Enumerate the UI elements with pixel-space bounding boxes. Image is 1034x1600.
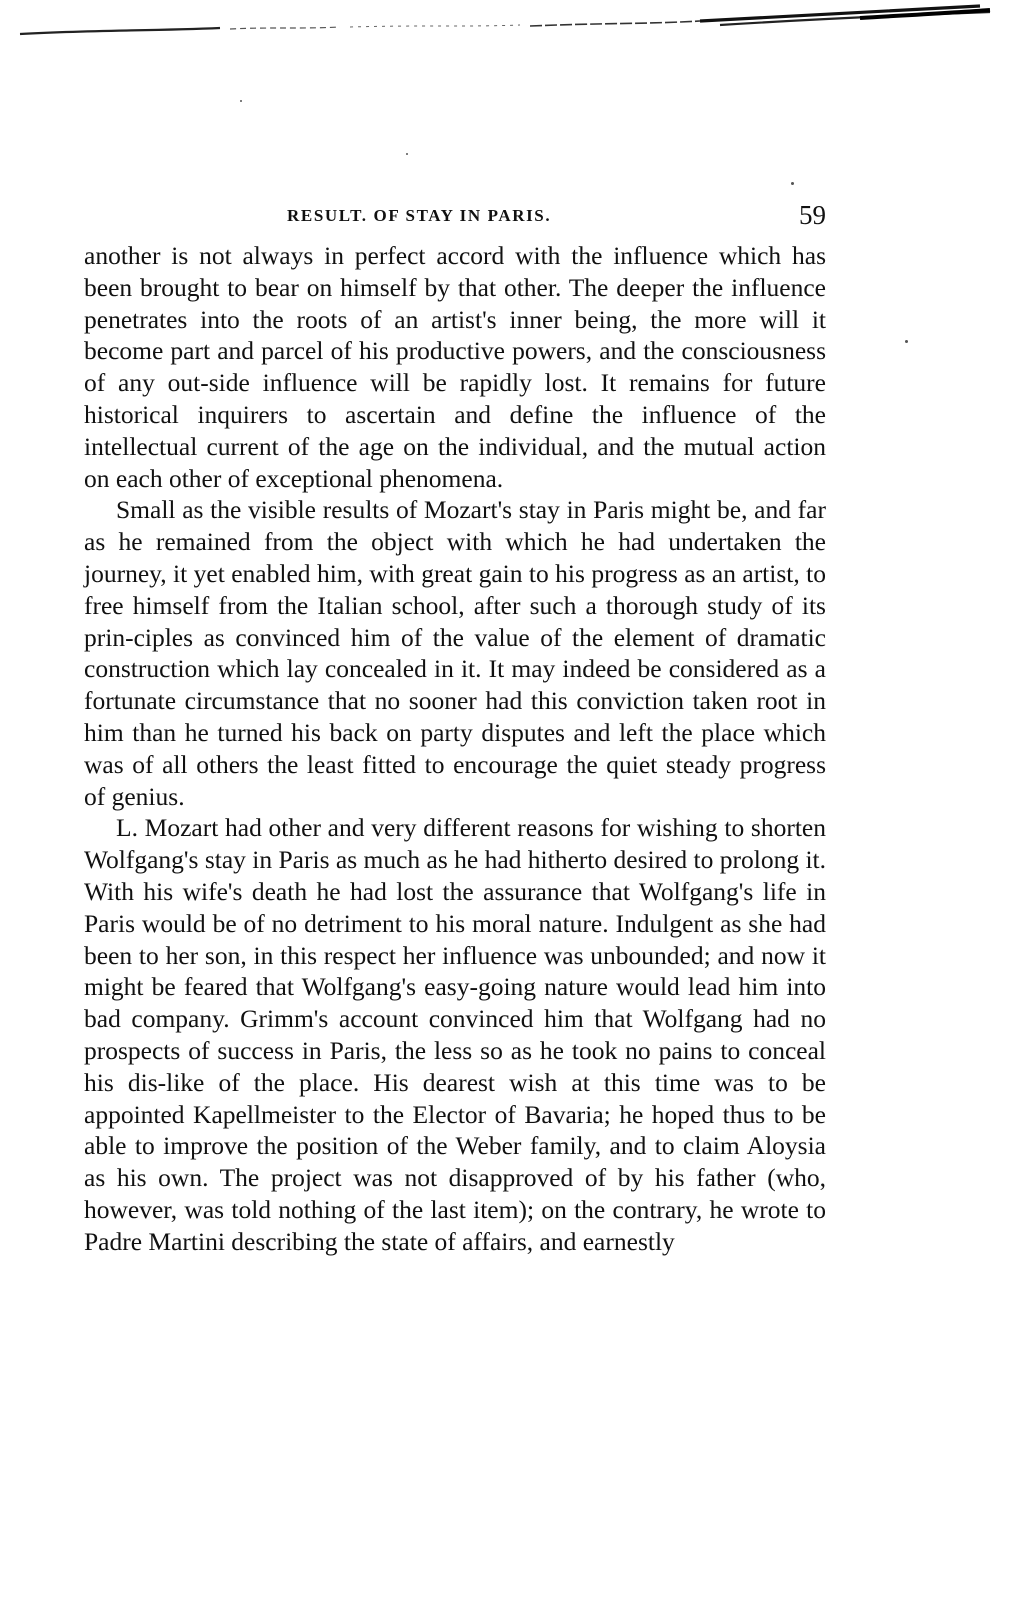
- running-header: [84, 196, 826, 240]
- paragraph: Small as the visible results of Mozart's stay in Paris might be, and far as he remained from the object with which he had undertaken the journey, it yet enabled him, with great gain to his progress as an artist, to free himself from the Italian school, after such a thorough study of its prin-ciples as convinced him of the value of the element of dramatic construction which lay concealed in it. It may indeed be considered as a fortunate circumstance that no sooner had this conviction taken root in him than he turned his back on party disputes and left the place which was of all others the least fitted to encourage the quiet steady progress of genius.: [84, 495, 826, 811]
- scan-speck: [240, 100, 242, 102]
- scan-speck: [791, 182, 794, 185]
- paragraph: L. Mozart had other and very different reasons for wishing to shorten Wolfgang's stay in Paris as much as he had hitherto desired to prolong it. With his wife's death he had lost the assurance that Wolfgang's life in Paris would be of no detriment to his moral nature. Indulgent as she had been to her son, in this respect her influence was unbounded; and now it might be feared that Wolfgang's easy-going nature would lead him into bad company. Grimm's account convinced him that Wolfgang had no prospects of success in Paris, the less so as he took no pains to conceal his dis-like of the place. His dearest wish at this time was to be appointed Kapellmeister to the Elector of Bavaria; he hoped thus to be able to improve the position of the Weber family, and to claim Aloysia as his own. The project was not disapproved of by his father (who, however, was told nothing of the last item); on the contrary, he wrote to Padre Martini describing the state of affairs, and earnestly: [84, 813, 826, 1256]
- page-number: 59: [799, 200, 826, 230]
- scan-speck: [406, 153, 408, 155]
- running-title: RESULT. OF STAY IN PARIS.: [287, 206, 552, 225]
- book-page: [84, 196, 826, 1258]
- scan-speck: [905, 340, 908, 343]
- body-text: [84, 240, 826, 1258]
- scanned-top-edge: [0, 0, 1034, 40]
- paragraph-continued: another is not always in perfect accord with the influence which has been brought to bear on himself by that other. The deeper the influence penetrates into the roots of an artist's inner being, the more will it become part and parcel of his productive powers, and the consciousness of any out-side influence will be rapidly lost. It remains for future historical inquirers to ascertain and define the influence of the intellectual current of the age on the individual, and the mutual action on each other of exceptional phenomena.: [84, 241, 826, 493]
